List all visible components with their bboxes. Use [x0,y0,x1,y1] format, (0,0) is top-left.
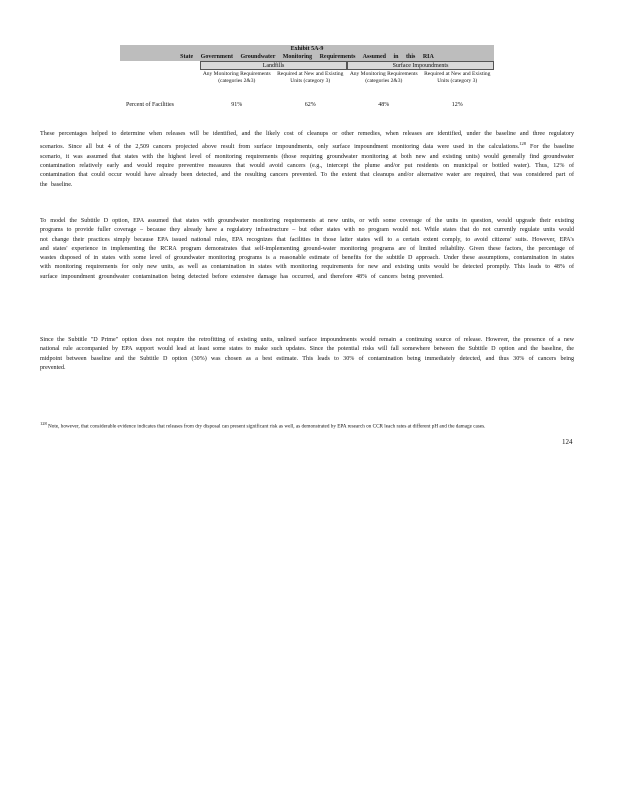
footnote-reference[interactable]: 128 [519,141,527,147]
exhibit-caption: State Government Groundwater Monitoring Requirements Assumed in this RIA [120,53,494,61]
column-spacer [120,70,200,85]
footnote-marker: 128 [40,421,47,426]
table-row [126,101,494,109]
page-number: 124 [562,438,573,446]
group-landfills: Landfills [200,61,347,70]
column-header: Required at New and Existing Units (category 3) [424,71,491,84]
paragraph-text: For the baseline scenario, it was assumed that states with the highest level of monitoring requirements (those requiring groundwater monitoring at both new and existing units) would generally find groundwater contamination relatively early and would require preventive measures that would avoid cancers (e.g., intercept the plume and/or put residents on municipal or bottled water). Thus, 12% of contamination that could occur would have already been detected, and the resulting cancers prevented. To the extent that cleanups and/or alternative water are required, that was considered part of the baseline. [40,144,574,188]
footnote-text: Note, however, that considerable evidence indicates that releases from dry disposal can present significant risk as well, as demonstrated by EPA research on CCR leach rates at different pH and the damage cases. [48,423,486,430]
paragraph-baseline [40,130,574,190]
exhibit-group-header [120,61,494,70]
table-cell: 62% [304,102,316,108]
column-header: Any Monitoring Requirements (categories 2&3) [349,71,418,84]
exhibit-table [120,45,494,108]
row-label: Percent of Facilities [126,102,174,108]
paragraph-subtitle-d: To model the Subtitle D option, EPA assumed that states with groundwater monitoring requirements at new units, or with some coverage of the units in question, would upgrade their existing programs to provide fuller coverage – because they already have a regulatory infrastructure – but other states with no program would not. While states that do not currently regulate units would not change their practices simply because EPA issued national rules, EPA recognizes that facilities in those latter states will to a certain extent comply, to avoid citizens' suits. However, EPA's and states' experience in implementing the RCRA program demonstrates that self-implementing ground-water monitoring programs are of limited reliability. Given these factors, the percentage of wastes disposed of in states with some level of groundwater monitoring programs is a reasonable estimate of benefits for the subtitle D approach. Under these assumptions, contamination in states with monitoring requirements for only new units, as well as contamination in states with monitoring requirements for new and existing units would be detected promptly. This leads to 48% of surface impoundment groundwater contamination being detected before extensive damage has occurred, and therefore 48% of cancers being prevented. [40,218,574,280]
table-cell: 12% [451,102,463,108]
column-header: Any Monitoring Requirements (categories 2&3) [202,71,271,84]
exhibit-column-headers [120,70,494,85]
footnote [40,420,574,431]
column-header: Required at New and Existing Units (category 3) [277,71,344,84]
exhibit-title: Exhibit 5A-9 [120,45,494,53]
table-cell: 91% [231,102,243,108]
paragraph-text: These percentages helped to determine when releases will be identified, and the likely cost of cleanups or other remedies, when releases are identified, under the baseline and three regulatory scenarios. Since all but 4 of the 2,509 cancers projected above result from surface impoundments, only surface impoundment monitoring data were used in the calculations. [40,131,574,151]
group-surface-impoundments: Surface Impoundments [347,61,494,70]
footnote-divider [40,414,160,415]
header-spacer [120,61,200,70]
paragraph-d-prime: Since the Subtitle "D Prime" option does not require the retrofitting of existing units, unlined surface impoundments would remain a continuing source of release. However, the presence of a new national rule accompanied by EPA support would lead at least some states to make such updates. Since the potential risks will fall somewhere between the Subtitle D option and the baseline, the midpoint between baseline and the Subtitle D option (30%) was chosen as a best estimate. This leads to 30% of contamination being immediately detected, and thus 30% of cancers being prevented. [40,337,574,371]
table-cell: 48% [378,102,390,108]
